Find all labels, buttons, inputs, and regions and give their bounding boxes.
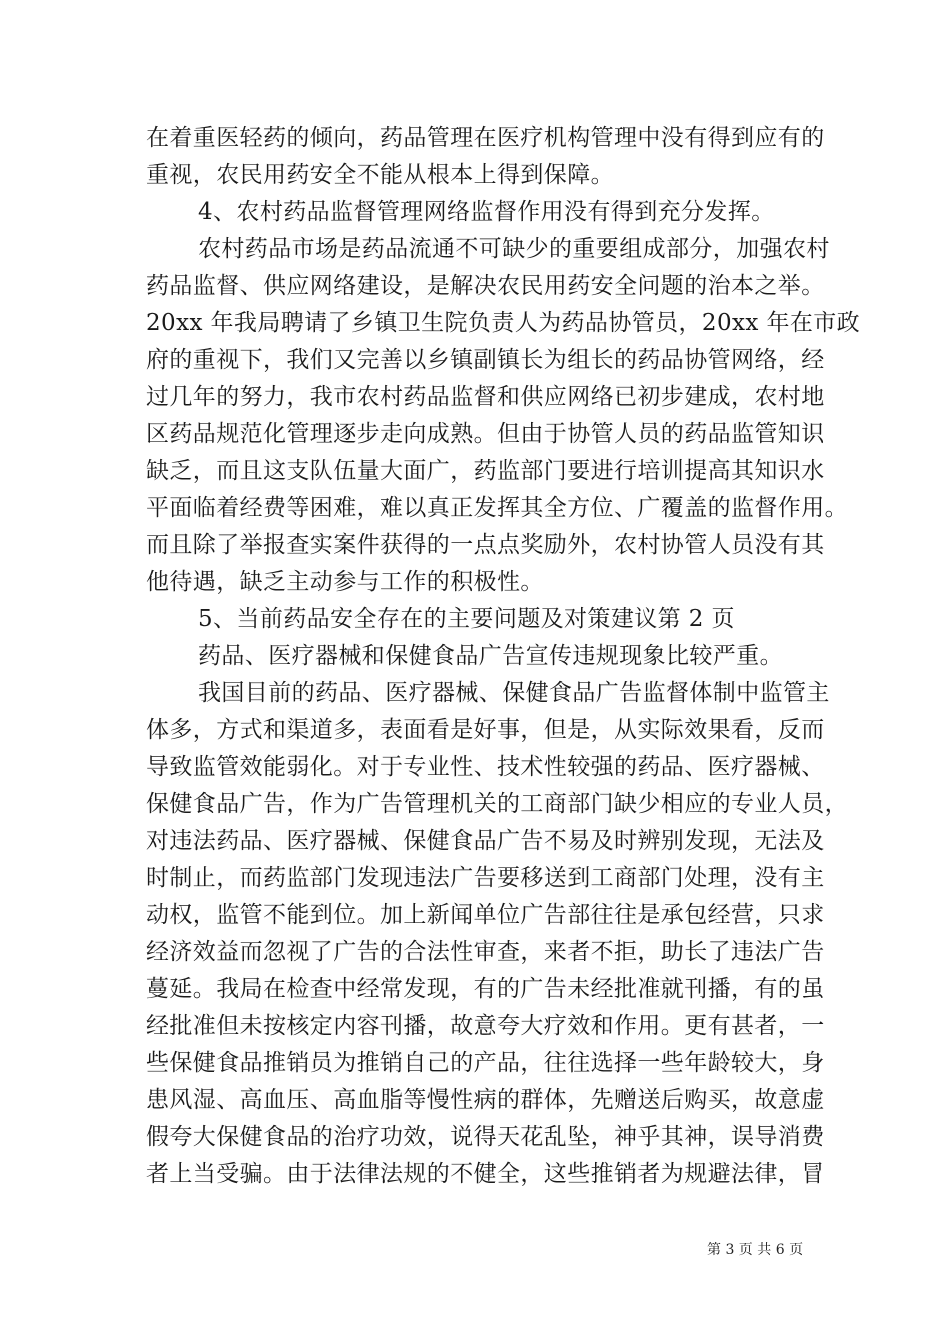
paragraph-line: 假夸大保健食品的治疗功效，说得天花乱坠，神乎其神，误导消费 [146,1124,825,1150]
paragraph-line: 在着重医轻药的倾向，药品管理在医疗机构管理中没有得到应有的 [146,125,825,151]
paragraph-line: 我国目前的药品、医疗器械、保健食品广告监督体制中监管主 [198,680,830,706]
paragraph-line: 经济效益而忽视了广告的合法性审查，来者不拒，助长了违法广告 [146,939,825,965]
paragraph-line: 者上当受骗。由于法律法规的不健全，这些推销者为规避法律，冒 [146,1161,825,1187]
paragraph-line: 经批准但未按核定内容刊播，故意夸大疗效和作用。更有甚者，一 [146,1013,825,1039]
section-heading-5: 5、当前药品安全存在的主要问题及对策建议第 2 页 [198,606,735,632]
paragraph-line: 区药品规范化管理逐步走向成熟。但由于协管人员的药品监管知识 [146,421,825,447]
paragraph-line: 府的重视下，我们又完善以乡镇副镇长为组长的药品协管网络，经 [146,347,825,373]
paragraph-line: 时制止，而药监部门发现违法广告要移送到工商部门处理，没有主 [146,865,825,891]
paragraph-line: 保健食品广告，作为广告管理机关的工商部门缺少相应的专业人员， [146,791,848,817]
paragraph-line: 动权，监管不能到位。加上新闻单位广告部往往是承包经营，只求 [146,902,825,928]
paragraph-line: 对违法药品、医疗器械、保健食品广告不易及时辨别发现，无法及 [146,828,825,854]
paragraph-line: 过几年的努力，我市农村药品监督和供应网络已初步建成，农村地 [146,384,825,410]
paragraph-line: 些保健食品推销员为推销自己的产品，往往选择一些年龄较大，身 [146,1050,825,1076]
paragraph-line: 重视，农民用药安全不能从根本上得到保障。 [146,162,614,188]
page-number-footer: 第 3 页 共 6 页 [707,1242,804,1258]
paragraph-line: 导致监管效能弱化。对于专业性、技术性较强的药品、医疗器械、 [146,754,825,780]
paragraph-line: 药品、医疗器械和保健食品广告宣传违规现象比较严重。 [198,643,783,669]
paragraph-line: 20xx 年我局聘请了乡镇卫生院负责人为药品协管员，20xx 年在市政 [146,310,861,336]
paragraph-line: 农村药品市场是药品流通不可缺少的重要组成部分，加强农村 [198,236,830,262]
paragraph-line: 平面临着经费等困难，难以真正发挥其全方位、广覆盖的监督作用。 [146,495,848,521]
paragraph-line: 药品监督、供应网络建设，是解决农民用药安全问题的治本之举。 [146,273,825,299]
paragraph-line: 蔓延。我局在检查中经常发现，有的广告未经批准就刊播，有的虽 [146,976,825,1002]
paragraph-line: 患风湿、高血压、高血脂等慢性病的群体，先赠送后购买，故意虚 [146,1087,825,1113]
paragraph-line: 而且除了举报查实案件获得的一点点奖励外，农村协管人员没有其 [146,532,825,558]
section-heading-4: 4、农村药品监督管理网络监督作用没有得到充分发挥。 [198,199,775,225]
paragraph-line: 体多，方式和渠道多，表面看是好事，但是，从实际效果看，反而 [146,717,825,743]
paragraph-line: 他待遇，缺乏主动参与工作的积极性。 [146,569,544,595]
paragraph-line: 缺乏，而且这支队伍量大面广，药监部门要进行培训提高其知识水 [146,458,825,484]
